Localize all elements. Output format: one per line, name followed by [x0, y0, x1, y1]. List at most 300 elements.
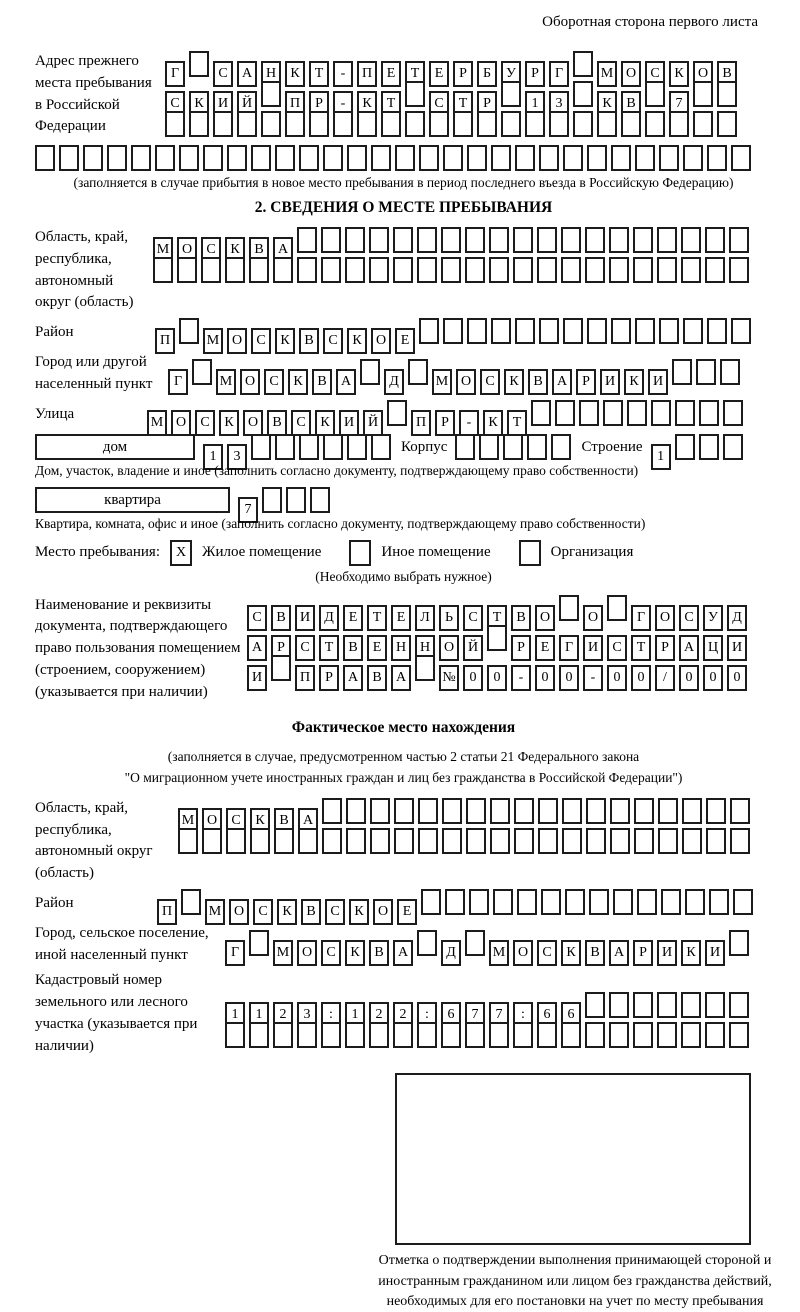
- char-box[interactable]: [189, 111, 209, 137]
- char-box[interactable]: [321, 1022, 341, 1048]
- char-box[interactable]: С: [645, 61, 665, 87]
- char-box[interactable]: Е: [391, 605, 411, 631]
- char-box[interactable]: Г: [165, 61, 185, 87]
- char-box[interactable]: [297, 227, 317, 253]
- char-box[interactable]: В: [312, 369, 332, 395]
- char-box[interactable]: М: [489, 940, 509, 966]
- char-box[interactable]: [465, 930, 485, 956]
- char-box[interactable]: 0: [703, 665, 723, 691]
- char-box[interactable]: Т: [453, 91, 473, 117]
- char-box[interactable]: [249, 257, 269, 283]
- char-box[interactable]: [729, 930, 749, 956]
- char-box[interactable]: [503, 434, 523, 460]
- char-box[interactable]: О: [202, 808, 222, 834]
- char-box[interactable]: [443, 145, 463, 171]
- char-box[interactable]: [681, 992, 701, 1018]
- char-box[interactable]: [699, 434, 719, 460]
- char-box[interactable]: М: [203, 328, 223, 354]
- char-box[interactable]: [418, 828, 438, 854]
- char-box[interactable]: [249, 1022, 269, 1048]
- char-box[interactable]: О: [513, 940, 533, 966]
- char-box[interactable]: [559, 595, 579, 621]
- char-box[interactable]: [657, 992, 677, 1018]
- char-box[interactable]: [537, 227, 557, 253]
- char-box[interactable]: [477, 111, 497, 137]
- char-box[interactable]: 0: [607, 665, 627, 691]
- char-box[interactable]: :: [417, 1002, 437, 1028]
- char-box[interactable]: [538, 828, 558, 854]
- char-box[interactable]: [321, 227, 341, 253]
- char-box[interactable]: П: [155, 328, 175, 354]
- char-box[interactable]: [310, 487, 330, 513]
- char-box[interactable]: Д: [441, 940, 461, 966]
- char-box[interactable]: [261, 81, 281, 107]
- char-box[interactable]: [226, 828, 246, 854]
- char-box[interactable]: Р: [633, 940, 653, 966]
- char-box[interactable]: [192, 359, 212, 385]
- char-box[interactable]: И: [213, 91, 233, 117]
- char-box[interactable]: [442, 798, 462, 824]
- char-box[interactable]: О: [240, 369, 260, 395]
- char-box[interactable]: В: [299, 328, 319, 354]
- char-box[interactable]: :: [513, 1002, 533, 1028]
- char-box[interactable]: [681, 257, 701, 283]
- char-box[interactable]: [515, 145, 535, 171]
- char-box[interactable]: [297, 1022, 317, 1048]
- char-box[interactable]: [299, 434, 319, 460]
- char-box[interactable]: О: [439, 635, 459, 661]
- char-box[interactable]: [541, 889, 561, 915]
- char-box[interactable]: [405, 111, 425, 137]
- char-box[interactable]: Е: [429, 61, 449, 87]
- char-box[interactable]: [657, 1022, 677, 1048]
- char-box[interactable]: [393, 257, 413, 283]
- char-box[interactable]: К: [349, 899, 369, 925]
- char-box[interactable]: [645, 111, 665, 137]
- char-box[interactable]: С: [463, 605, 483, 631]
- char-box[interactable]: [586, 828, 606, 854]
- char-box[interactable]: О: [227, 328, 247, 354]
- char-box[interactable]: [621, 111, 641, 137]
- char-box[interactable]: П: [295, 665, 315, 691]
- char-box[interactable]: [309, 111, 329, 137]
- char-box[interactable]: [681, 1022, 701, 1048]
- char-box[interactable]: Т: [631, 635, 651, 661]
- char-box[interactable]: [659, 145, 679, 171]
- char-box[interactable]: [672, 359, 692, 385]
- char-box[interactable]: С: [165, 91, 185, 117]
- char-box[interactable]: [585, 227, 605, 253]
- char-box[interactable]: Н: [261, 61, 281, 87]
- char-box[interactable]: [202, 828, 222, 854]
- char-box[interactable]: -: [459, 410, 479, 436]
- char-box[interactable]: [227, 145, 247, 171]
- char-box[interactable]: Р: [271, 635, 291, 661]
- char-box[interactable]: И: [339, 410, 359, 436]
- char-box[interactable]: [607, 595, 627, 621]
- char-box[interactable]: К: [597, 91, 617, 117]
- char-box[interactable]: Р: [309, 91, 329, 117]
- char-box[interactable]: [489, 1022, 509, 1048]
- char-box[interactable]: [405, 81, 425, 107]
- char-box[interactable]: 7: [669, 91, 689, 117]
- char-box[interactable]: [561, 1022, 581, 1048]
- char-box[interactable]: Б: [477, 61, 497, 87]
- char-box[interactable]: [213, 111, 233, 137]
- char-box[interactable]: [429, 111, 449, 137]
- char-box[interactable]: Т: [381, 91, 401, 117]
- char-box[interactable]: К: [669, 61, 689, 87]
- char-box[interactable]: [611, 318, 631, 344]
- char-box[interactable]: И: [295, 605, 315, 631]
- char-box[interactable]: [651, 400, 671, 426]
- char-box[interactable]: /: [655, 665, 675, 691]
- char-box[interactable]: [203, 145, 223, 171]
- char-box[interactable]: [251, 145, 271, 171]
- char-box[interactable]: Е: [395, 328, 415, 354]
- char-box[interactable]: [597, 111, 617, 137]
- char-box[interactable]: [705, 227, 725, 253]
- char-box[interactable]: [345, 227, 365, 253]
- char-box[interactable]: Р: [453, 61, 473, 87]
- char-box[interactable]: [723, 400, 743, 426]
- char-box[interactable]: В: [343, 635, 363, 661]
- char-box[interactable]: К: [483, 410, 503, 436]
- char-box[interactable]: 2: [369, 1002, 389, 1028]
- char-box[interactable]: О: [456, 369, 476, 395]
- char-box[interactable]: [585, 257, 605, 283]
- char-box[interactable]: [179, 318, 199, 344]
- char-box[interactable]: К: [288, 369, 308, 395]
- char-box[interactable]: А: [237, 61, 257, 87]
- char-box[interactable]: [345, 257, 365, 283]
- char-box[interactable]: [705, 992, 725, 1018]
- char-box[interactable]: [153, 257, 173, 283]
- char-box[interactable]: [730, 828, 750, 854]
- char-box[interactable]: [250, 828, 270, 854]
- char-box[interactable]: [83, 145, 103, 171]
- char-box[interactable]: А: [391, 665, 411, 691]
- char-box[interactable]: С: [251, 328, 271, 354]
- char-box[interactable]: [419, 145, 439, 171]
- char-box[interactable]: [603, 400, 623, 426]
- char-box[interactable]: [562, 828, 582, 854]
- char-box[interactable]: Р: [525, 61, 545, 87]
- char-box[interactable]: [408, 359, 428, 385]
- char-box[interactable]: А: [552, 369, 572, 395]
- char-box[interactable]: [370, 798, 390, 824]
- char-box[interactable]: [681, 227, 701, 253]
- char-box[interactable]: 0: [487, 665, 507, 691]
- char-box[interactable]: О: [693, 61, 713, 87]
- char-box[interactable]: [465, 257, 485, 283]
- char-box[interactable]: [35, 145, 55, 171]
- char-box[interactable]: [466, 828, 486, 854]
- char-box[interactable]: [107, 145, 127, 171]
- char-box[interactable]: К: [681, 940, 701, 966]
- char-box[interactable]: [421, 889, 441, 915]
- char-box[interactable]: [561, 227, 581, 253]
- char-box[interactable]: [696, 359, 716, 385]
- char-box[interactable]: [685, 889, 705, 915]
- char-box[interactable]: [562, 798, 582, 824]
- char-box[interactable]: [573, 51, 593, 77]
- char-box[interactable]: С: [537, 940, 557, 966]
- char-box[interactable]: 7: [238, 497, 258, 523]
- char-box[interactable]: П: [411, 410, 431, 436]
- char-box[interactable]: [501, 111, 521, 137]
- char-box[interactable]: [573, 111, 593, 137]
- char-box[interactable]: [490, 828, 510, 854]
- char-box[interactable]: 0: [535, 665, 555, 691]
- char-box[interactable]: [442, 828, 462, 854]
- char-box[interactable]: Р: [576, 369, 596, 395]
- char-box[interactable]: [538, 798, 558, 824]
- char-box[interactable]: [627, 400, 647, 426]
- char-box[interactable]: М: [153, 237, 173, 263]
- char-box[interactable]: 0: [559, 665, 579, 691]
- char-box[interactable]: [249, 930, 269, 956]
- char-box[interactable]: Д: [384, 369, 404, 395]
- char-box[interactable]: [393, 1022, 413, 1048]
- char-box[interactable]: [237, 111, 257, 137]
- char-box[interactable]: О: [621, 61, 641, 87]
- char-box[interactable]: [589, 889, 609, 915]
- char-box[interactable]: [707, 145, 727, 171]
- char-box[interactable]: К: [624, 369, 644, 395]
- char-box[interactable]: С: [195, 410, 215, 436]
- char-box[interactable]: [155, 145, 175, 171]
- char-box[interactable]: К: [225, 237, 245, 263]
- char-box[interactable]: [549, 111, 569, 137]
- char-box[interactable]: [286, 487, 306, 513]
- char-box[interactable]: [693, 111, 713, 137]
- char-box[interactable]: Р: [477, 91, 497, 117]
- char-box[interactable]: С: [321, 940, 341, 966]
- char-box[interactable]: [513, 257, 533, 283]
- char-box[interactable]: М: [147, 410, 167, 436]
- char-box[interactable]: [491, 145, 511, 171]
- char-box[interactable]: 1: [525, 91, 545, 117]
- char-box[interactable]: Р: [319, 665, 339, 691]
- char-box[interactable]: Т: [367, 605, 387, 631]
- char-box[interactable]: [613, 889, 633, 915]
- char-box[interactable]: А: [679, 635, 699, 661]
- char-box[interactable]: [417, 930, 437, 956]
- char-box[interactable]: [453, 111, 473, 137]
- char-box[interactable]: О: [297, 940, 317, 966]
- char-box[interactable]: В: [301, 899, 321, 925]
- char-box[interactable]: [717, 111, 737, 137]
- char-box[interactable]: С: [679, 605, 699, 631]
- char-box[interactable]: К: [357, 91, 377, 117]
- char-box[interactable]: 0: [679, 665, 699, 691]
- char-box[interactable]: О: [535, 605, 555, 631]
- char-box[interactable]: Г: [225, 940, 245, 966]
- char-box[interactable]: 0: [631, 665, 651, 691]
- char-box[interactable]: [131, 145, 151, 171]
- char-box[interactable]: 6: [537, 1002, 557, 1028]
- char-box[interactable]: [225, 257, 245, 283]
- char-box[interactable]: М: [273, 940, 293, 966]
- char-box[interactable]: [491, 318, 511, 344]
- char-box[interactable]: Д: [319, 605, 339, 631]
- char-box[interactable]: Е: [343, 605, 363, 631]
- checkbox-residential[interactable]: X: [170, 540, 192, 566]
- char-box[interactable]: [419, 318, 439, 344]
- char-box[interactable]: В: [267, 410, 287, 436]
- char-box[interactable]: [466, 798, 486, 824]
- char-box[interactable]: О: [171, 410, 191, 436]
- char-box[interactable]: В: [369, 940, 389, 966]
- char-box[interactable]: [573, 81, 593, 107]
- char-box[interactable]: И: [705, 940, 725, 966]
- char-box[interactable]: [347, 145, 367, 171]
- char-box[interactable]: [467, 145, 487, 171]
- char-box[interactable]: [633, 992, 653, 1018]
- char-box[interactable]: [469, 889, 489, 915]
- char-box[interactable]: Н: [391, 635, 411, 661]
- char-box[interactable]: А: [298, 808, 318, 834]
- char-box[interactable]: К: [347, 328, 367, 354]
- char-box[interactable]: [479, 434, 499, 460]
- char-box[interactable]: Т: [487, 605, 507, 631]
- char-box[interactable]: [285, 111, 305, 137]
- char-box[interactable]: [165, 111, 185, 137]
- char-box[interactable]: [59, 145, 79, 171]
- char-box[interactable]: П: [285, 91, 305, 117]
- char-box[interactable]: [369, 1022, 389, 1048]
- char-box[interactable]: [585, 1022, 605, 1048]
- char-box[interactable]: [393, 227, 413, 253]
- char-box[interactable]: [443, 318, 463, 344]
- char-box[interactable]: 0: [727, 665, 747, 691]
- char-box[interactable]: [323, 145, 343, 171]
- char-box[interactable]: Й: [237, 91, 257, 117]
- char-box[interactable]: [609, 1022, 629, 1048]
- char-box[interactable]: С: [323, 328, 343, 354]
- char-box[interactable]: [633, 1022, 653, 1048]
- char-box[interactable]: [360, 359, 380, 385]
- char-box[interactable]: И: [600, 369, 620, 395]
- char-box[interactable]: С: [253, 899, 273, 925]
- char-box[interactable]: [381, 111, 401, 137]
- char-box[interactable]: И: [247, 665, 267, 691]
- char-box[interactable]: [733, 889, 753, 915]
- char-box[interactable]: [717, 81, 737, 107]
- char-box[interactable]: [251, 434, 271, 460]
- char-box[interactable]: [262, 487, 282, 513]
- char-box[interactable]: С: [213, 61, 233, 87]
- char-box[interactable]: [637, 889, 657, 915]
- char-box[interactable]: [321, 257, 341, 283]
- char-box[interactable]: В: [621, 91, 641, 117]
- char-box[interactable]: [563, 318, 583, 344]
- char-box[interactable]: О: [583, 605, 603, 631]
- char-box[interactable]: [455, 434, 475, 460]
- char-box[interactable]: [490, 798, 510, 824]
- char-box[interactable]: [369, 257, 389, 283]
- char-box[interactable]: [394, 828, 414, 854]
- char-box[interactable]: [563, 145, 583, 171]
- char-box[interactable]: [394, 798, 414, 824]
- char-box[interactable]: В: [367, 665, 387, 691]
- char-box[interactable]: А: [609, 940, 629, 966]
- char-box[interactable]: [181, 889, 201, 915]
- char-box[interactable]: И: [583, 635, 603, 661]
- char-box[interactable]: [609, 257, 629, 283]
- char-box[interactable]: В: [717, 61, 737, 87]
- char-box[interactable]: [683, 318, 703, 344]
- char-box[interactable]: Г: [168, 369, 188, 395]
- char-box[interactable]: 3: [297, 1002, 317, 1028]
- char-box[interactable]: А: [393, 940, 413, 966]
- char-box[interactable]: [225, 1022, 245, 1048]
- char-box[interactable]: [610, 798, 630, 824]
- char-box[interactable]: [297, 257, 317, 283]
- char-box[interactable]: [731, 318, 751, 344]
- char-box[interactable]: [513, 1022, 533, 1048]
- char-box[interactable]: [417, 227, 437, 253]
- char-box[interactable]: [705, 257, 725, 283]
- char-box[interactable]: [322, 798, 342, 824]
- char-box[interactable]: 1: [651, 444, 671, 470]
- char-box[interactable]: 1: [203, 444, 223, 470]
- char-box[interactable]: [445, 889, 465, 915]
- char-box[interactable]: [489, 227, 509, 253]
- char-box[interactable]: [729, 227, 749, 253]
- char-box[interactable]: [635, 318, 655, 344]
- char-box[interactable]: [517, 889, 537, 915]
- char-box[interactable]: [371, 145, 391, 171]
- char-box[interactable]: [346, 798, 366, 824]
- char-box[interactable]: С: [325, 899, 345, 925]
- char-box[interactable]: [551, 434, 571, 460]
- char-box[interactable]: Р: [511, 635, 531, 661]
- char-box[interactable]: [370, 828, 390, 854]
- char-box[interactable]: С: [247, 605, 267, 631]
- char-box[interactable]: [441, 227, 461, 253]
- char-box[interactable]: [634, 798, 654, 824]
- char-box[interactable]: [561, 257, 581, 283]
- char-box[interactable]: 7: [465, 1002, 485, 1028]
- char-box[interactable]: [441, 1022, 461, 1048]
- char-box[interactable]: К: [504, 369, 524, 395]
- char-box[interactable]: [658, 798, 678, 824]
- char-box[interactable]: [609, 992, 629, 1018]
- char-box[interactable]: [299, 145, 319, 171]
- char-box[interactable]: [586, 798, 606, 824]
- char-box[interactable]: У: [501, 61, 521, 87]
- char-box[interactable]: [723, 434, 743, 460]
- char-box[interactable]: [585, 992, 605, 1018]
- char-box[interactable]: [587, 318, 607, 344]
- char-box[interactable]: [699, 400, 719, 426]
- char-box[interactable]: [417, 257, 437, 283]
- char-box[interactable]: [537, 1022, 557, 1048]
- char-box[interactable]: К: [219, 410, 239, 436]
- char-box[interactable]: [675, 434, 695, 460]
- char-box[interactable]: [178, 828, 198, 854]
- char-box[interactable]: [706, 828, 726, 854]
- char-box[interactable]: [661, 889, 681, 915]
- char-box[interactable]: [633, 257, 653, 283]
- char-box[interactable]: [587, 145, 607, 171]
- char-box[interactable]: [275, 145, 295, 171]
- char-box[interactable]: М: [432, 369, 452, 395]
- char-box[interactable]: В: [274, 808, 294, 834]
- char-box[interactable]: [611, 145, 631, 171]
